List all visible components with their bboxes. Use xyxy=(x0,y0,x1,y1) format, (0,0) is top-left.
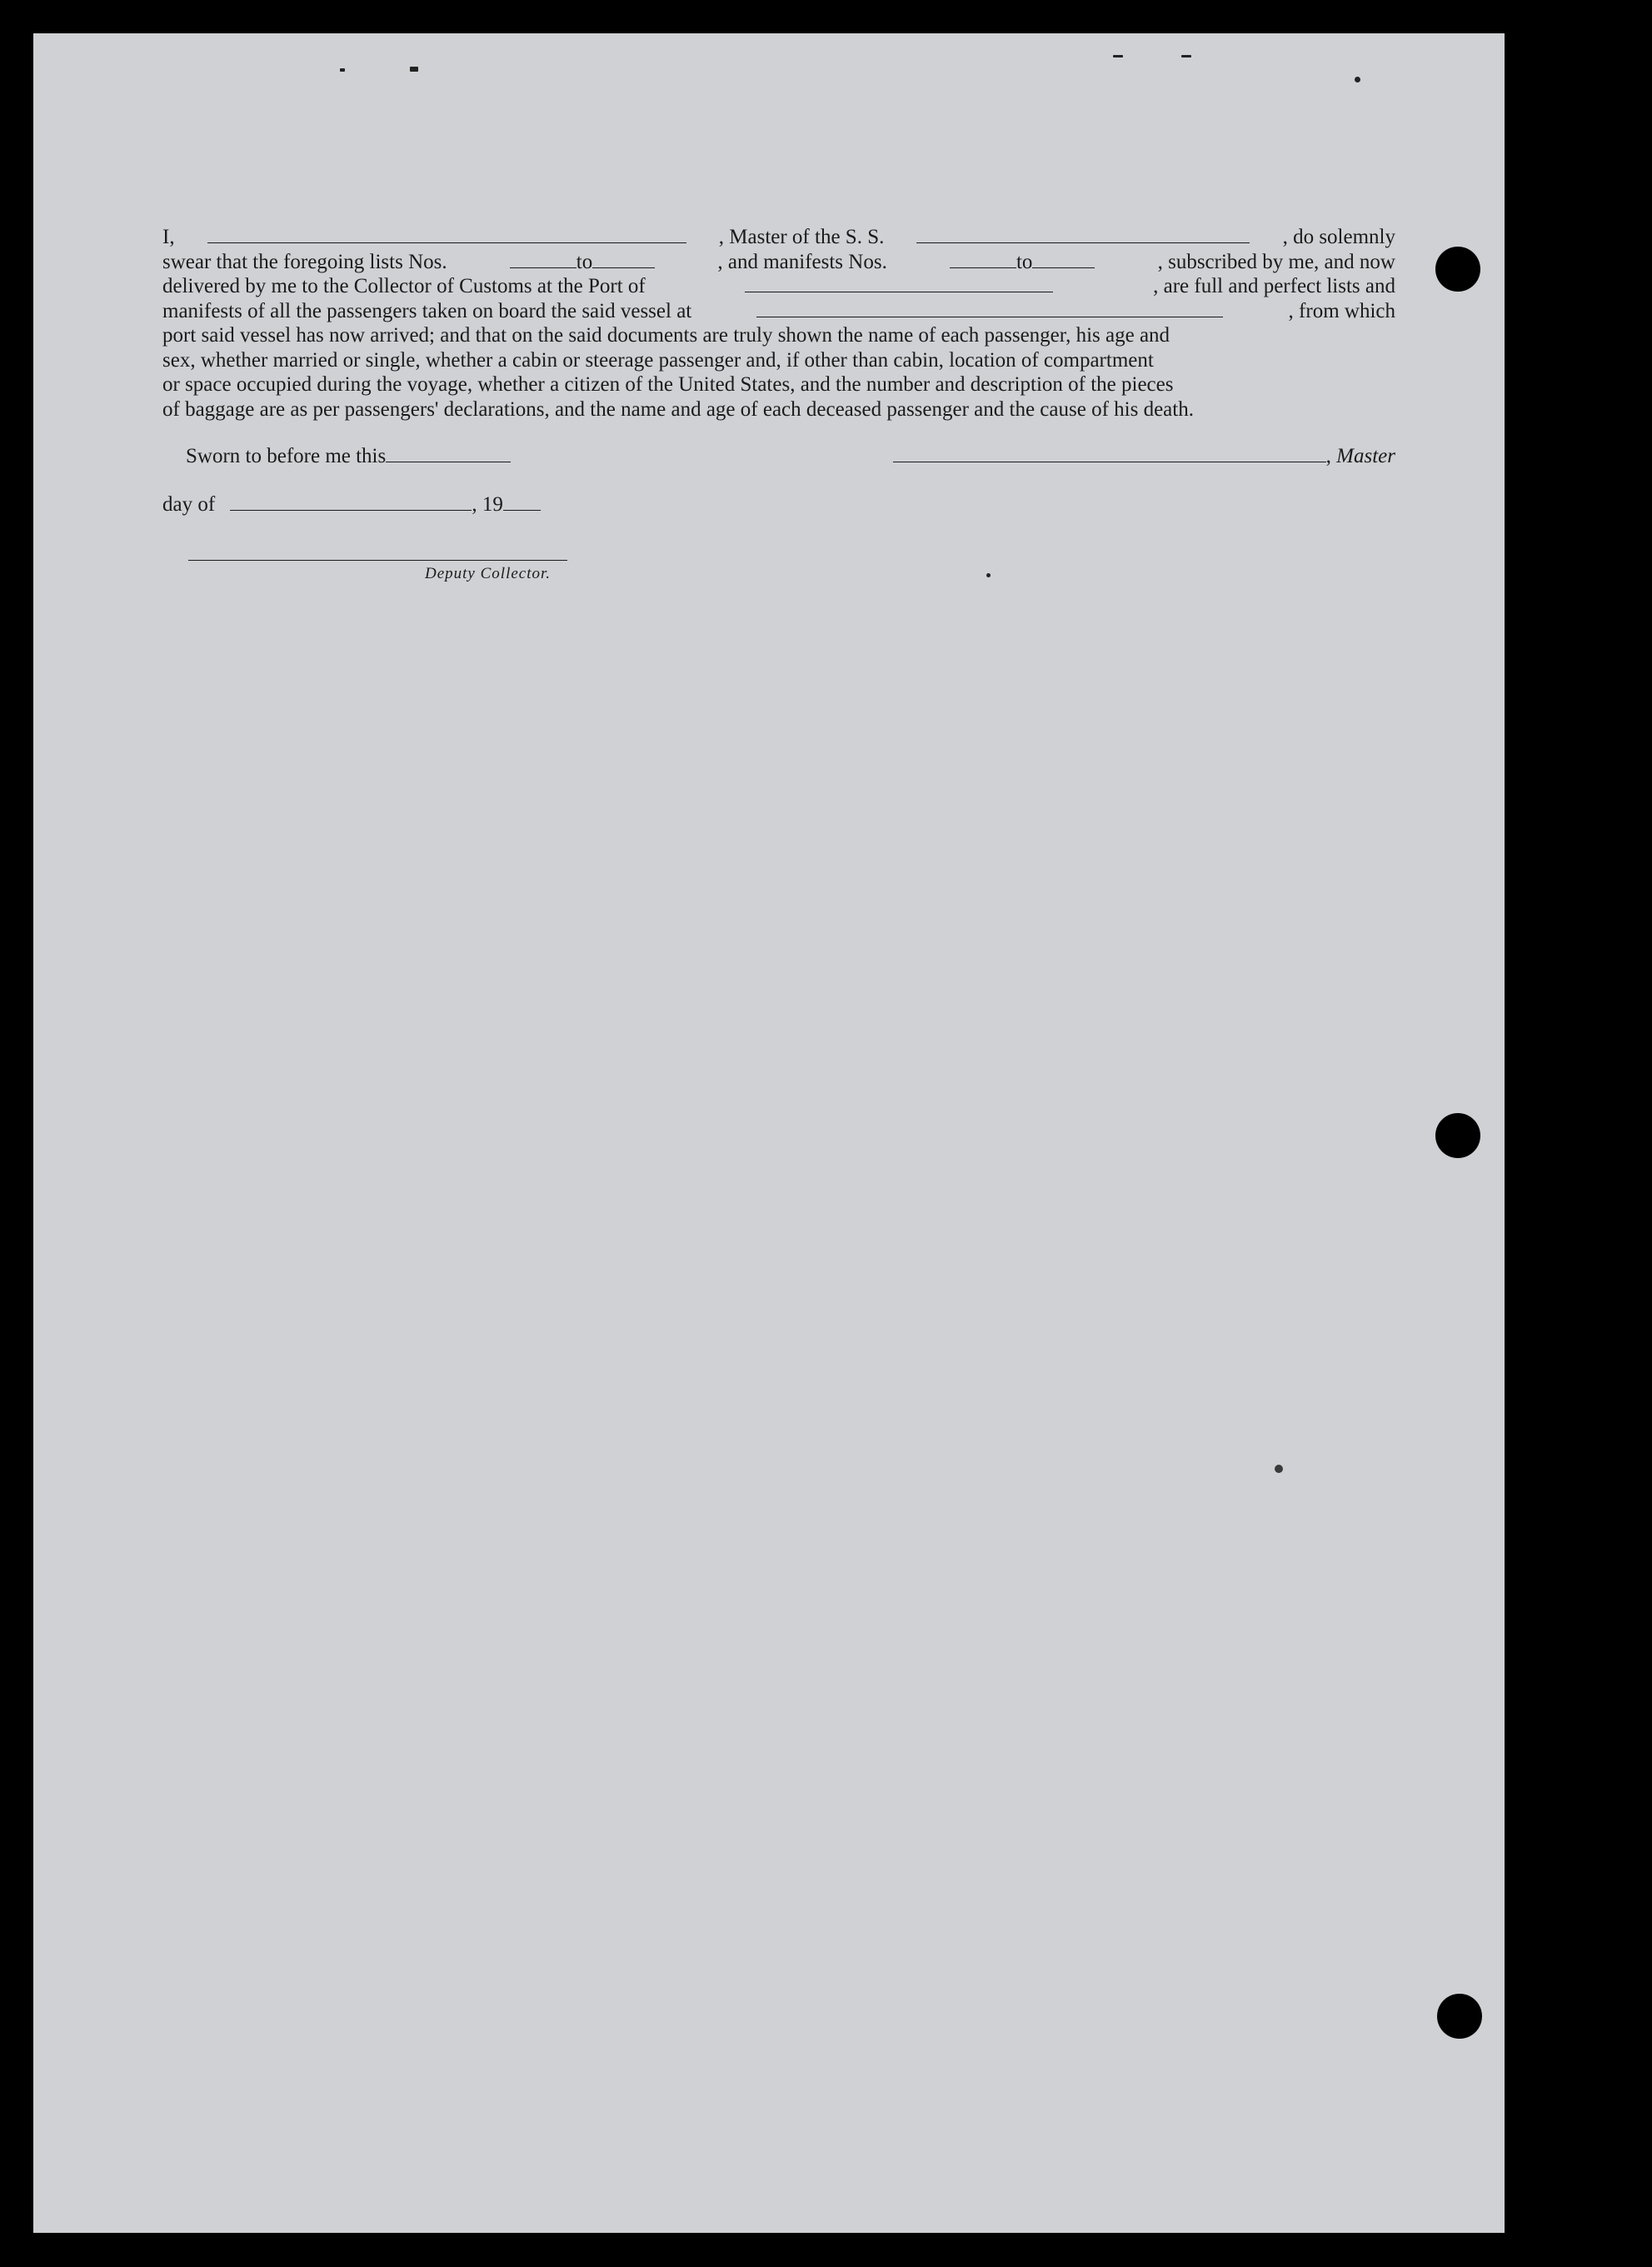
oath-text: I, xyxy=(162,226,175,248)
oath-line-8 xyxy=(162,397,1395,422)
day-of-label: day of xyxy=(162,493,216,516)
lists-to-blank[interactable] xyxy=(592,267,655,268)
form-sheet xyxy=(33,33,1505,2233)
oath-line-1 xyxy=(162,225,1395,250)
deputy-signature-line[interactable] xyxy=(188,560,567,561)
oath-line-5 xyxy=(162,323,1395,348)
oath-text: delivered by me to the Collector of Customs at the Port of xyxy=(162,275,646,297)
scan-speck xyxy=(340,68,345,72)
ship-name-blank[interactable] xyxy=(916,242,1250,243)
scan-speck xyxy=(1355,77,1360,82)
oath-paragraph xyxy=(162,225,1395,422)
oath-text: to xyxy=(1016,250,1033,273)
oath-line-2 xyxy=(162,250,1395,275)
scan-speck xyxy=(986,573,991,577)
scan-speck xyxy=(1275,1465,1283,1473)
scan-speck xyxy=(1181,55,1191,57)
oath-text: , subscribed by me, and now xyxy=(1157,250,1395,273)
oath-text: , and manifests Nos. xyxy=(717,250,887,273)
manifests-to-blank[interactable] xyxy=(1032,267,1095,268)
master-name-blank[interactable] xyxy=(207,242,686,243)
master-comma: , xyxy=(1325,445,1331,467)
master-label: Master xyxy=(1336,445,1395,467)
oath-text: , Master of the S. S. xyxy=(718,226,885,248)
oath-line-7 xyxy=(162,372,1395,397)
oath-text: of baggage are as per passengers' declarations, and the name and age of each deceased passenger and the cause of his death. xyxy=(162,397,1194,421)
day-of-row xyxy=(162,493,541,517)
punch-hole-top xyxy=(1435,247,1480,292)
oath-line-4 xyxy=(162,299,1395,324)
deputy-collector-label: Deputy Collector. xyxy=(425,565,551,582)
day-of-blank[interactable] xyxy=(230,510,472,511)
oath-text: or space occupied during the voyage, whether a citizen of the United States, and the number and description of the pieces xyxy=(162,373,1174,396)
sworn-statement xyxy=(186,445,511,468)
oath-text: , are full and perfect lists and xyxy=(1153,275,1395,297)
punch-hole-middle xyxy=(1435,1113,1480,1158)
oath-text: swear that the foregoing lists Nos. xyxy=(162,250,447,273)
punch-hole-bottom xyxy=(1437,1994,1482,2039)
oath-line-3 xyxy=(162,274,1395,299)
lists-from-blank[interactable] xyxy=(510,267,576,268)
oath-text: port said vessel has now arrived; and that on the said documents are truly shown the name of each passenger, his age and xyxy=(162,324,1170,347)
oath-text: , do solemnly xyxy=(1282,226,1395,248)
oath-text: , from which xyxy=(1288,299,1395,322)
oath-text: to xyxy=(576,250,593,273)
scan-speck xyxy=(410,67,418,72)
sworn-label: Sworn to before me this xyxy=(186,445,387,467)
scan-speck xyxy=(1113,55,1123,57)
master-signature xyxy=(893,445,1395,468)
manifests-from-blank[interactable] xyxy=(950,267,1016,268)
year-prefix: , 19 xyxy=(472,493,503,516)
oath-line-6 xyxy=(162,348,1395,373)
oath-text: sex, whether married or single, whether a cabin or steerage passenger and, if other than cabin, location of compartment xyxy=(162,348,1154,372)
oath-text: manifests of all the passengers taken on board the said vessel at xyxy=(162,299,692,322)
year-blank[interactable] xyxy=(503,510,541,511)
